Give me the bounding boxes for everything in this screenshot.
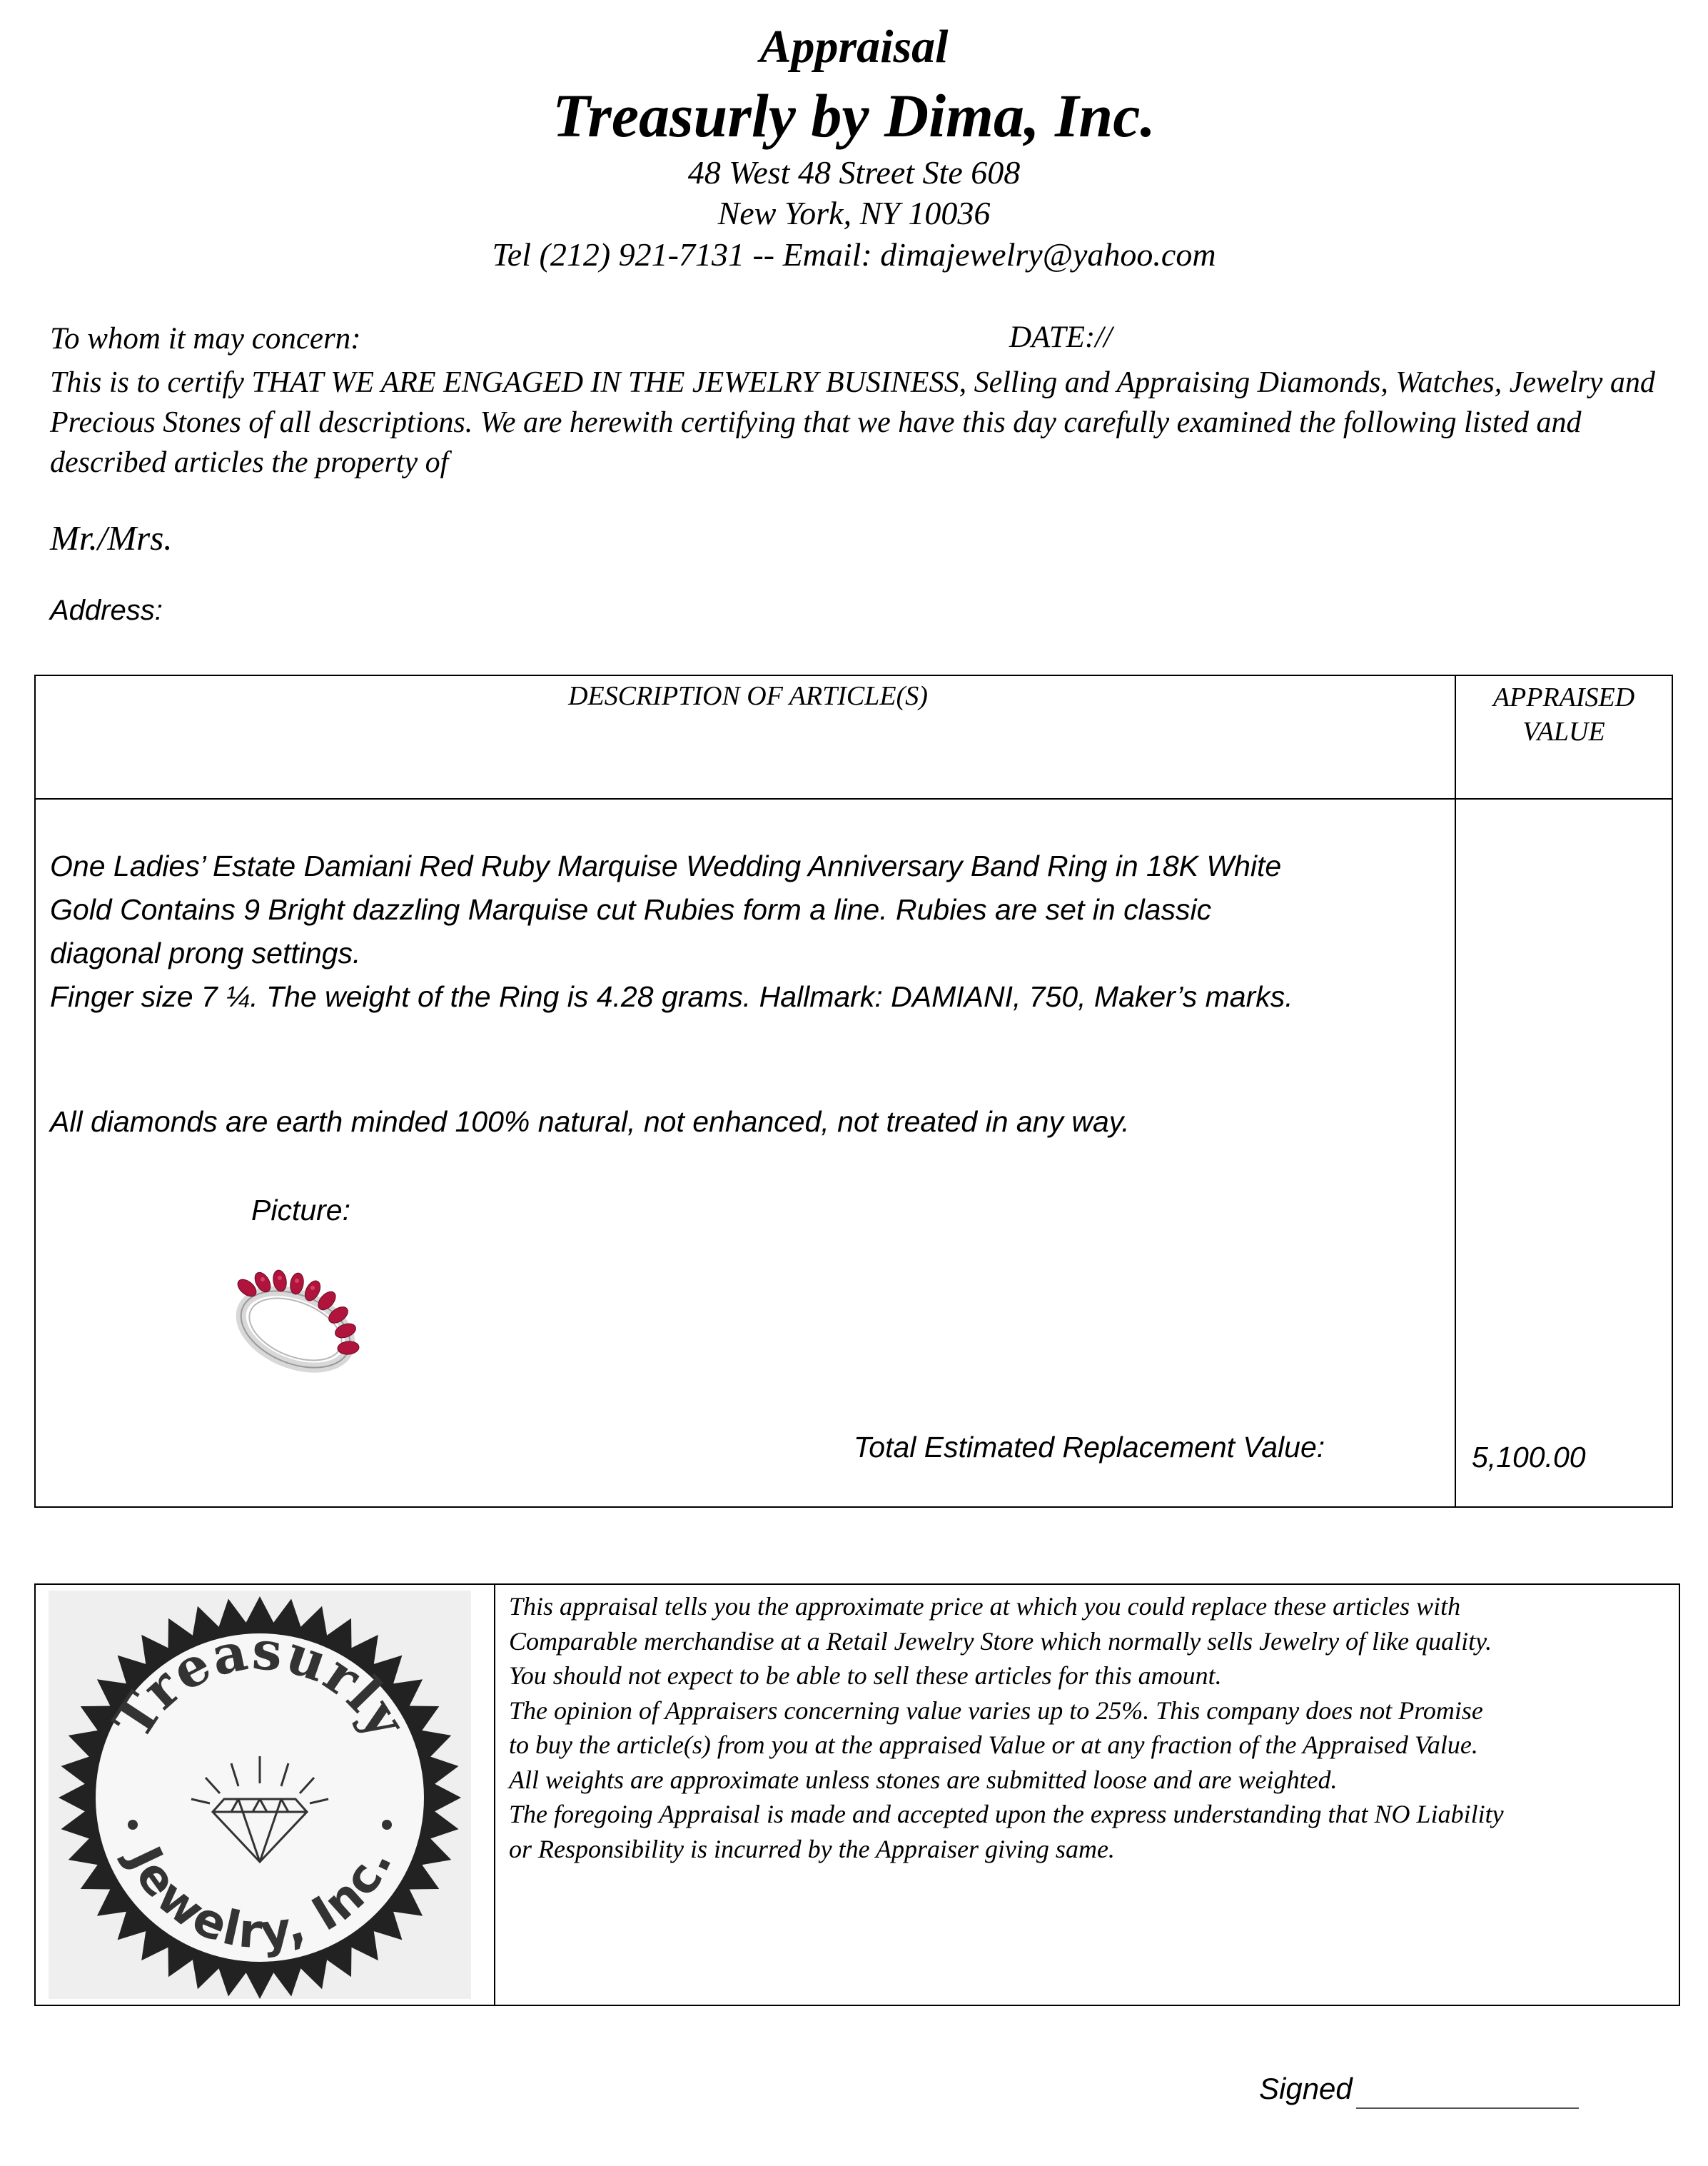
appraised-value-header: APPRAISED VALUE <box>1492 682 1635 747</box>
disclaimer-text <box>509 1589 1679 1866</box>
description-line: diagonal prong settings. <box>50 937 361 969</box>
table-border-left <box>34 675 36 1508</box>
contact-line: Tel (212) 921-7131 -- Email: dimajewelry@yahoo.com <box>492 236 1216 273</box>
company-seal <box>49 1591 471 1999</box>
disclaimer-line: You should not expect to be able to sell these articles for this amount. <box>509 1661 1222 1690</box>
natural-note: All diamonds are earth minded 100% natural, not enhanced, not treated in any way. <box>50 1105 1130 1138</box>
disclaimer-line: to buy the article(s) from you at the appraised Value or at any fraction of the Appraised Value. <box>509 1731 1478 1759</box>
address-label: Address: <box>50 595 163 626</box>
disclaimer-line: The opinion of Appraisers concerning value varies up to 25%. This company does not Promise <box>509 1696 1483 1725</box>
date-label: DATE:// <box>1009 321 1113 354</box>
company-name: Treasurly by Dima, Inc. <box>552 81 1156 150</box>
doc-title: Appraisal <box>759 21 949 73</box>
total-value: 5,100.00 <box>1472 1441 1586 1474</box>
table-column-divider <box>1455 675 1456 1508</box>
table-border-top <box>34 675 1673 676</box>
description-line: One Ladies’ Estate Damiani Red Ruby Marquise Wedding Anniversary Band Ring in 18K White <box>50 850 1282 882</box>
owner-label: Mr./Mrs. <box>50 518 173 558</box>
disclaimer-border-top <box>34 1583 1680 1585</box>
disclaimer-border-left <box>34 1583 36 2006</box>
disclaimer-line: Comparable merchandise at a Retail Jewelry Store which normally sells Jewelry of like quality. <box>509 1626 1492 1656</box>
svg-text:Treasurly: Treasurly <box>101 1620 418 1750</box>
certify-text: This is to certify THAT WE ARE ENGAGED IN THE JEWELRY BUSINESS, Selling and Appraising Diamonds, Watches, Jewelry and Precious Stones of all descriptions. We are herewith certifying that we have this day carefully examined the following listed and described articles the property of <box>50 366 1655 479</box>
table-border-header <box>34 798 1673 800</box>
signature-line[interactable] <box>1356 2107 1579 2109</box>
disclaimer-border-bottom <box>34 2005 1680 2006</box>
table-border-bottom <box>34 1506 1673 1508</box>
disclaimer-line: or Responsibility is incurred by the Appraiser giving same. <box>509 1834 1115 1863</box>
disclaimer-divider <box>494 1583 495 2006</box>
table-border-right <box>1672 675 1673 1508</box>
total-value-label: Total Estimated Replacement Value: <box>854 1431 1325 1464</box>
signed-label: Signed <box>1259 2072 1353 2105</box>
disclaimer-line: This appraisal tells you the approximate price at which you could replace these articles with <box>509 1592 1461 1621</box>
description-line: Finger size 7 ¼. The weight of the Ring is 4.28 grams. Hallmark: DAMIANI, 750, Maker’s marks. <box>50 980 1293 1013</box>
description-header: DESCRIPTION OF ARTICLE(S) <box>568 681 928 711</box>
address-line-2: New York, NY 10036 <box>717 195 991 231</box>
description-line: Gold Contains 9 Bright dazzling Marquise cut Rubies form a line. Rubies are set in classic <box>50 893 1212 926</box>
article-description <box>50 845 1442 1019</box>
svg-text:Jewelry, Inc.: Jewelry, Inc. <box>116 1838 403 1960</box>
disclaimer-line: All weights are approximate unless stones are submitted loose and are weighted. <box>509 1765 1338 1794</box>
ring-picture <box>230 1258 365 1386</box>
disclaimer-line: The foregoing Appraisal is made and accepted upon the express understanding that NO Liability <box>509 1800 1504 1828</box>
address-line-1: 48 West 48 Street Ste 608 <box>687 154 1021 191</box>
picture-label: Picture: <box>251 1194 350 1226</box>
salutation: To whom it may concern: <box>50 322 361 356</box>
